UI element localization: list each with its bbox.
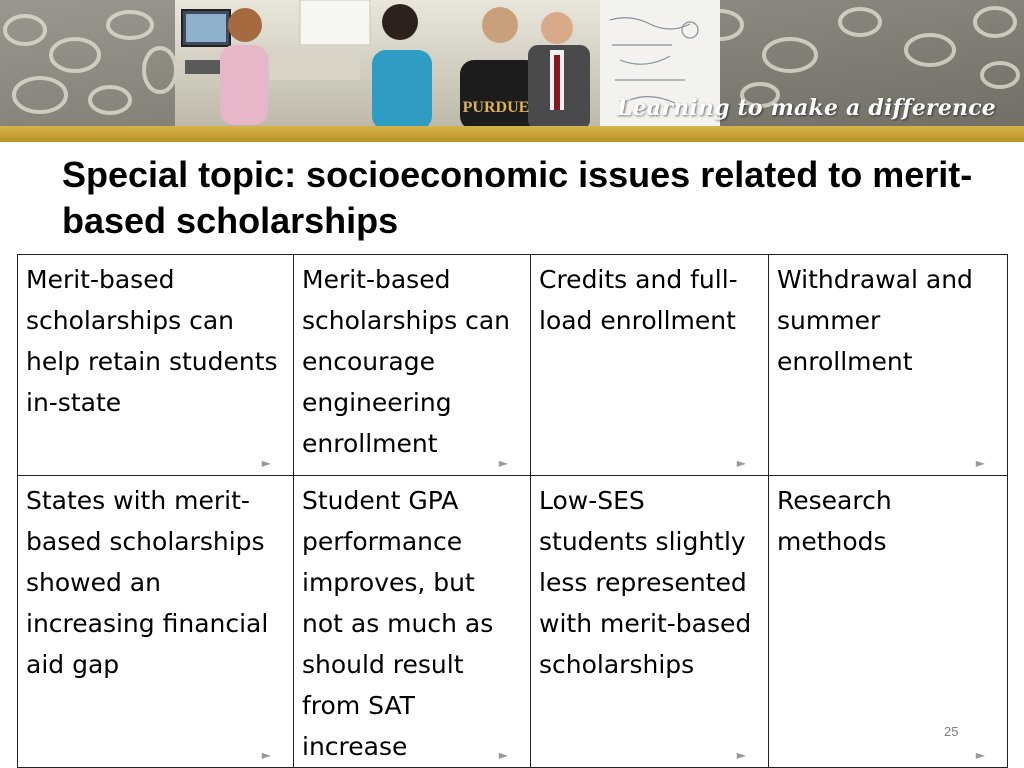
topic-cell-research-methods[interactable]: [769, 476, 1008, 768]
purdue-shirt-lettering: PURDUE: [462, 99, 530, 116]
banner-tagline: Learning to make a difference: [617, 95, 996, 121]
topic-cell-financial-aid-gap[interactable]: [18, 476, 294, 768]
topic-cell-text: Credits and full-load enrollment: [539, 265, 738, 335]
topic-cell-text: Research methods: [777, 486, 892, 556]
play-icon[interactable]: ►: [261, 748, 271, 762]
play-icon[interactable]: ►: [975, 748, 985, 762]
grid-row: [18, 255, 1008, 476]
topic-cell-credits-full-load[interactable]: [531, 255, 769, 476]
slide-number: 25: [944, 724, 959, 739]
play-icon[interactable]: ►: [498, 748, 508, 762]
topic-grid: [17, 254, 1008, 768]
play-icon[interactable]: ►: [736, 456, 746, 470]
play-icon[interactable]: ►: [261, 456, 271, 470]
topic-cell-low-ses-students[interactable]: [531, 476, 769, 768]
header-banner: [0, 0, 1024, 142]
slide-title: Special topic: socioeconomic issues related to merit-based scholarships: [62, 154, 973, 241]
topic-cell-text: Low-SES students slightly less represented with merit-based scholarships: [539, 486, 752, 679]
topic-cell-text: Withdrawal and summer enrollment: [777, 265, 973, 376]
topic-cell-engineering-enrollment[interactable]: [294, 255, 531, 476]
play-icon[interactable]: ►: [498, 456, 508, 470]
topic-cell-gpa-performance[interactable]: [294, 476, 531, 768]
topic-cell-text: Student GPA performance improves, but not as much as should result from SAT increase: [302, 486, 494, 761]
topic-cell-text: States with merit-based scholarships showed an increasing financial aid gap: [26, 486, 269, 679]
gold-strip: [0, 126, 1024, 142]
grid-row: [18, 476, 1008, 768]
topic-cell-text: Merit-based scholarships can help retain students in-state: [26, 265, 278, 417]
topic-cell-text: Merit-based scholarships can encourage engineering enrollment: [302, 265, 511, 458]
play-icon[interactable]: ►: [975, 456, 985, 470]
play-icon[interactable]: ►: [736, 748, 746, 762]
topic-cell-withdrawal-summer[interactable]: [769, 255, 1008, 476]
topic-cell-retain-in-state[interactable]: [18, 255, 294, 476]
